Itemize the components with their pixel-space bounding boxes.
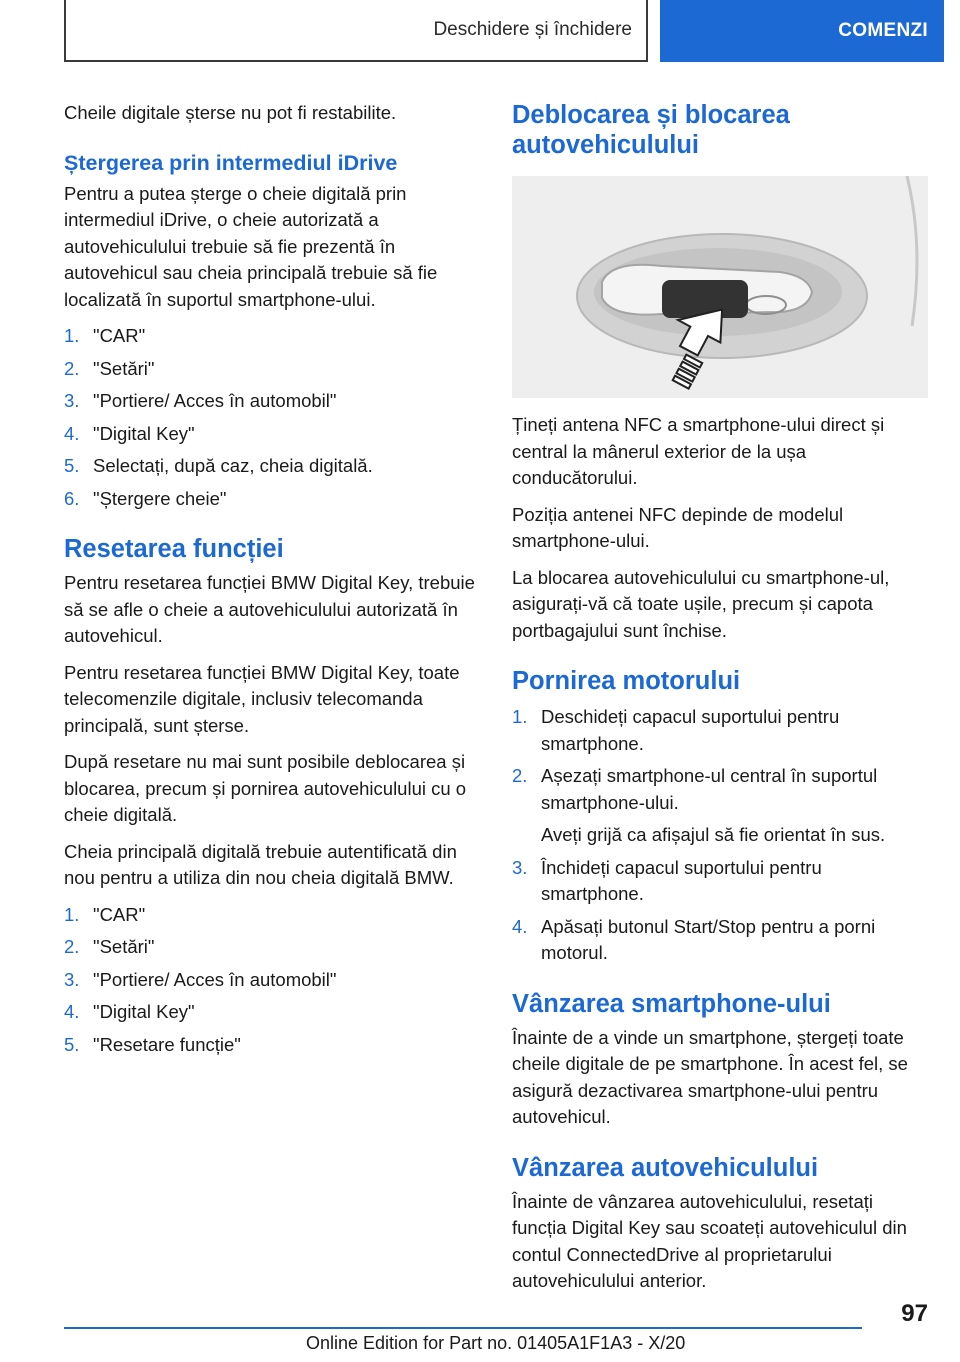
- header-section-title: Deschidere și închidere: [433, 19, 632, 40]
- reset-heading: Resetarea funcției: [64, 535, 284, 563]
- start-steps-list: [512, 704, 928, 967]
- sell-smartphone-text: Înainte de a vinde un smartphone, ștergeți toate cheile digitale de pe smartphone. În acest fel, se asigură dezactivarea smartphone-ului pentru autovehicul.: [512, 1026, 908, 1127]
- door-handle-icon: [512, 176, 928, 398]
- footer-edition: Online Edition for Part no. 01405A1F1A3 - X/20: [306, 1333, 686, 1353]
- header-chapter-tab: [660, 0, 944, 62]
- unlock-text-1: Țineți antena NFC a smartphone-ului direct și central la mânerul exterior de la ușa conducătorului.: [512, 414, 885, 488]
- list-item: 2. "Setări": [64, 357, 155, 379]
- reset-steps-list: [64, 902, 478, 1059]
- list-item: 4. "Digital Key": [64, 1001, 195, 1022]
- left-column: [64, 100, 478, 1068]
- delete-idrive-heading: Ștergerea prin intermediul iDrive: [64, 150, 398, 175]
- list-item: 1. Deschideți capacul suportului pentru smartphone.: [512, 706, 840, 754]
- list-item: 3. Închideți capacul suportului pentru smartphone.: [512, 856, 822, 904]
- list-item: 6. "Ștergere cheie": [64, 487, 227, 509]
- list-item: 1. "CAR": [64, 903, 146, 925]
- reset-text-4: Cheia principală digitală trebuie autentificată din nou pentru a utiliza din nou cheia digitală BMW.: [64, 840, 457, 888]
- list-item: 1. "CAR": [64, 325, 146, 346]
- list-item: 4. Apăsați butonul Start/Stop pentru a porni motorul.: [512, 915, 876, 963]
- sell-vehicle-heading: Vânzarea autovehiculului: [512, 1153, 819, 1182]
- reset-text-1: Pentru resetarea funcției BMW Digital Key, trebuie să se afle o cheie a autovehiculului autorizată în autovehicul.: [64, 572, 475, 646]
- list-item: 4. "Digital Key": [64, 422, 195, 444]
- reset-text-3: După resetare nu mai sunt posibile deblocarea și blocarea, precum și pornirea autovehiculului cu o cheie digitală.: [64, 751, 467, 825]
- list-item: 5. Selectați, după caz, cheia digitală.: [64, 455, 373, 476]
- intro-text: Cheile digitale șterse nu pot fi restabilite.: [64, 102, 397, 123]
- list-item: 3. "Portiere/ Acces în automobil": [64, 968, 337, 990]
- unlock-text-2: Poziția antenei NFC depinde de modelul smartphone-ului.: [512, 503, 844, 551]
- footer-divider: [64, 1327, 862, 1329]
- list-item: 2. Așezați smartphone-ul central în suportul smartphone-ului. Aveți grijă ca afișajul să fie orientat în sus.: [512, 763, 928, 849]
- reset-text-2: Pentru resetarea funcției BMW Digital Key, toate telecomenzile digitale, inclusiv telecomanda principală, sunt șterse.: [64, 661, 460, 736]
- header-section-tab: [64, 0, 648, 62]
- door-handle-illustration: [512, 176, 928, 398]
- page-number: 97: [901, 1300, 928, 1327]
- right-column: [512, 100, 928, 1305]
- delete-idrive-text: Pentru a putea șterge o cheie digitală prin intermediul iDrive, o cheie autorizată a autovehiculului trebuie să fie prezentă în autovehicul sau cheia principală trebuie să fie localizată în suportul smartphone-ului.: [64, 182, 438, 310]
- delete-steps-list: [64, 323, 478, 512]
- unlock-heading: Deblocarea și blocarea autovehiculului: [512, 101, 790, 159]
- sell-smartphone-heading: Vânzarea smartphone-ului: [512, 989, 831, 1018]
- list-item: 5. "Resetare funcție": [64, 1033, 241, 1055]
- start-engine-heading: Pornirea motorului: [512, 667, 741, 695]
- sell-vehicle-text: Înainte de vânzarea autovehiculului, resetați funcția Digital Key sau scoateți autovehiculul din contul ConnectedDrive al proprietarului autovehiculului anterior.: [512, 1190, 907, 1291]
- unlock-text-3: La blocarea autovehiculului cu smartphone-ul, asigurați-vă că toate ușile, precum și capota portbagajului sunt închise.: [512, 566, 890, 641]
- list-item: 2. "Setări": [64, 936, 155, 957]
- list-item: 3. "Portiere/ Acces în automobil": [64, 390, 337, 411]
- step-note: Aveți grijă ca afișajul să fie orientat în sus.: [541, 824, 886, 845]
- header-chapter-title: COMENZI: [838, 20, 928, 41]
